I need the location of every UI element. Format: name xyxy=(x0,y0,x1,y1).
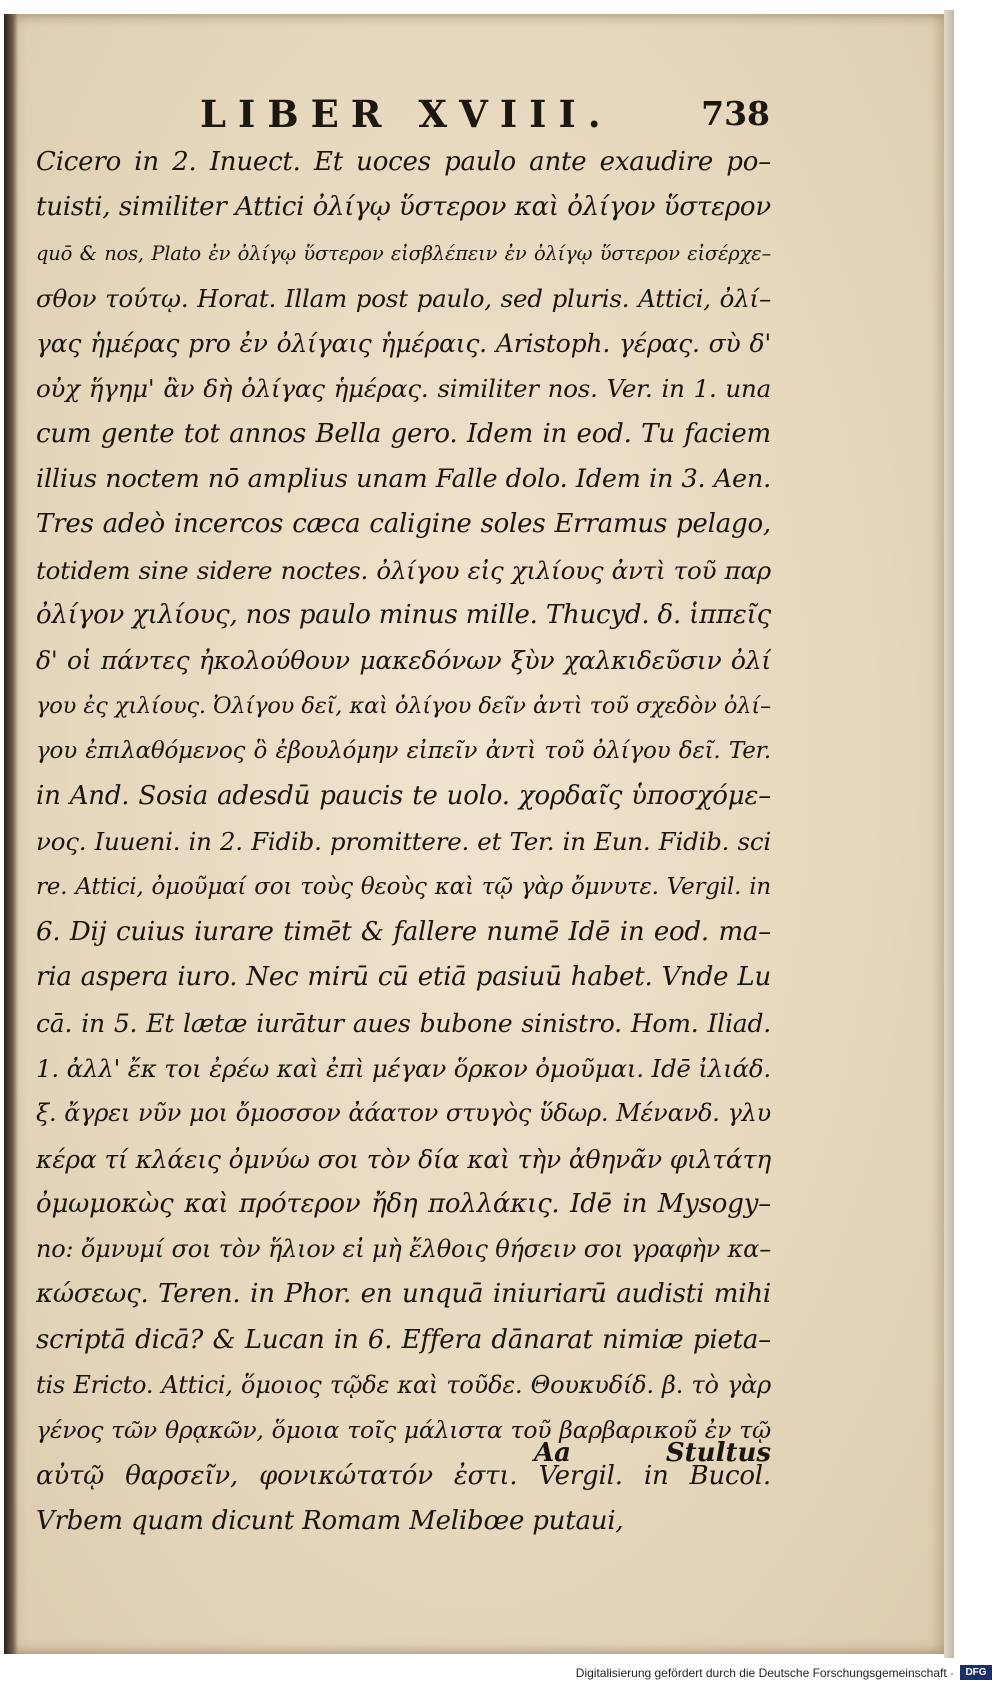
text-line: αὐτῷ θαρσεῖν, φονικώτατόν ἐστι. Vergil. in Bucol. xyxy=(36,1460,771,1491)
text-line: Cicero in 2. Inuect. Et uoces paulo ante exaudire po– xyxy=(36,147,771,177)
text-line: ria aspera iuro. Nec mirū cū etiā pasiuū habet. Vnde Lu xyxy=(36,962,771,993)
running-head xyxy=(180,92,770,140)
text-line: ξ. ἄγρει νῦν μοι ὄμοσσον ἀάατον στυγὸς ὕδωρ. Μένανδ. γλυ xyxy=(36,1099,771,1128)
text-line: ὀλίγον χιλίους, nos paulo minus mille. Thucyd. δ. ἱππεῖς xyxy=(36,599,771,630)
text-line: γας ἡμέρας pro ἐν ὀλίγαις ἡμέραις. Aristoph. γέρας. σὺ δ' xyxy=(36,329,771,359)
dfg-logo-icon: DFG xyxy=(960,1665,992,1680)
body-text xyxy=(36,140,771,1544)
page-fore-edge xyxy=(944,10,954,1658)
text-line: totidem sine sidere noctes. ὀλίγου εἰς χιλίους ἀντὶ τοῦ παρ xyxy=(36,555,771,585)
page-gutter xyxy=(4,14,18,1654)
text-line: 6. Dij cuius iurare timēt & fallere numē Idē in eod. ma– xyxy=(36,917,771,948)
text-line: tis Ericto. Attici, ὅμοιος τῷδε καὶ τοῦδε. Θουκυδίδ. β. τὸ γὰρ xyxy=(36,1371,771,1400)
text-line: οὐχ ἥγημ' ἂν δὴ ὀλίγας ἡμέρας. similiter nos. Ver. in 1. una xyxy=(36,374,771,404)
text-line: γου ἐς χιλίους. Ὀλίγου δεῖ, καὶ ὀλίγου δεῖν ἀντὶ τοῦ σχεδὸν ὀλί– xyxy=(36,692,771,719)
page-number: 738 xyxy=(701,94,770,133)
catchword-row xyxy=(36,1438,771,1482)
text-line: νος. Iuueni. in 2. Fidib. promittere. et Ter. in Eun. Fidib. sci xyxy=(36,827,771,857)
text-line: tuisti, similiter Attici ὀλίγῳ ὕστερον καὶ ὀλίγον ὕστερον xyxy=(36,192,771,223)
text-line: σθον τούτῳ. Horat. Illam post paulo, sed pluris. Attici, ὀλί– xyxy=(36,283,771,313)
text-line: 1. ἀλλ' ἔκ τοι ἐρέω καὶ ἐπὶ μέγαν ὅρκον ὀμοῦμαι. Idē ἰλιάδ. xyxy=(36,1053,771,1083)
text-line: κέρα τί κλάεις ὀμνύω σοι τὸν δία καὶ τὴν ἀθηνᾶν φιλτάτη xyxy=(36,1144,771,1174)
text-line: in And. Sosia adesdū paucis te uolo. χορδαῖς ὑποσχόμε– xyxy=(36,781,771,812)
text-line: re. Attici, ὀμοῦμαί σοι τοὺς θεοὺς καὶ τῷ γὰρ ὄμνυτε. Vergil. in xyxy=(36,873,771,900)
text-line: cum gente tot annos Bella gero. Idem in eod. Tu faciem xyxy=(36,418,771,449)
text-line: quō & nos, Plato ἐν ὀλίγῳ ὕστερον εἰσβλέπειν ἐν ὀλίγῳ ὕστερον εἰσέρχε– xyxy=(36,241,771,265)
text-line: γένος τῶν θρᾳκῶν, ὅμοια τοῖς μάλιστα τοῦ βαρβαρικοῦ ἐν τῷ xyxy=(36,1416,771,1445)
text-line: scriptā dicā? & Lucan in 6. Effera dānarat nimiæ pieta– xyxy=(36,1324,771,1355)
text-line: δ' οἱ πάντες ἠκολούθουν μακεδόνων ξὺν χαλκιδεῦσιν ὀλί xyxy=(36,646,771,676)
text-line: cā. in 5. Et lætæ iurātur aues bubone sinistro. Hom. Iliad. xyxy=(36,1008,771,1038)
text-line: κώσεως. Teren. in Phor. en unquā iniuriarū audisti mihi xyxy=(36,1279,771,1310)
text-line: γου ἐπιλαθόμενος ὃ ἐβουλόμην εἰπεῖν ἀντὶ τοῦ ὀλίγου δεῖ. Ter. xyxy=(36,737,771,764)
digitization-footer xyxy=(0,1662,994,1684)
signature-mark: Aa xyxy=(534,1438,572,1468)
text-line: illius noctem nō amplius unam Falle dolo. Idem in 3. Aen. xyxy=(36,464,771,495)
running-title: LIBER XVIII. xyxy=(200,92,613,136)
text-line: no: ὄμνυμί σοι τὸν ἥλιον εἰ μὴ ἔλθοις θήσειν σοι γραφὴν κα– xyxy=(36,1235,771,1264)
text-line: Tres adeò incercos cæca caligine soles Erramus pelago, xyxy=(36,509,771,540)
text-line: ὀμωμοκὼς καὶ πρότερον ἤδη πολλάκις. Idē in Mysogy– xyxy=(36,1188,771,1219)
catchword: Stultus xyxy=(665,1438,771,1468)
funding-credit: Digitalisierung gefördert durch die Deutsche Forschungsgemeinschaft · xyxy=(575,1666,954,1680)
text-line: Vrbem quam dicunt Romam Melibœe putaui, xyxy=(36,1505,624,1536)
